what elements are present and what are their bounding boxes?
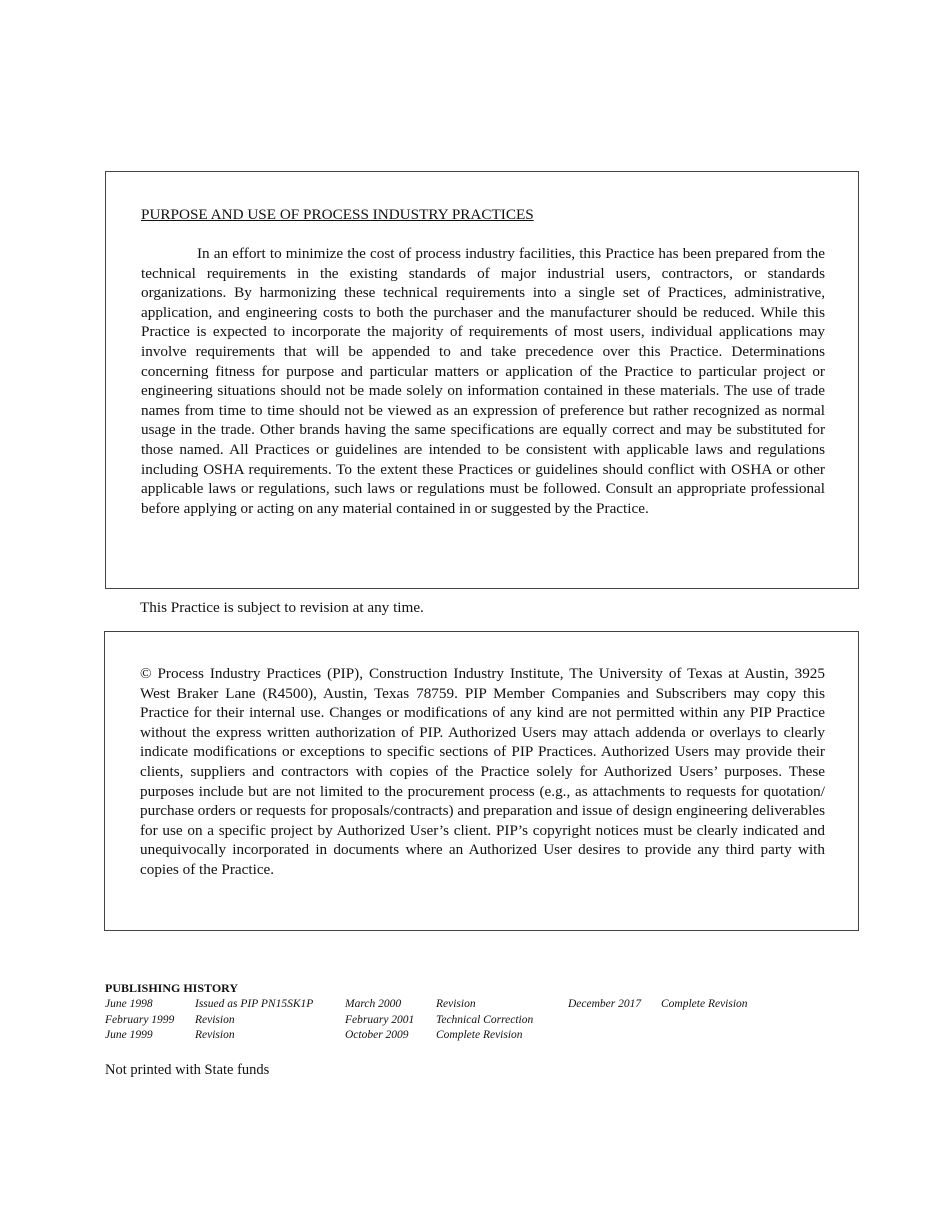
history-event: Revision [195,1013,235,1026]
history-date: December 2017 [568,998,642,1010]
copyright-paragraph: © Process Industry Practices (PIP), Construction Industry Institute, The University of Texas at Austin, 3925 West Braker Lane (R4500), Austin, Texas 78759. PIP Member Companies and Subscribers may copy this Practice for their internal use. Changes or modifications of any kind are not permitted within any PIP Practice without the express written authorization of PIP. Authorized Users may attach addenda or overlays to clearly indicate modifications or exceptions to specific sections of PIP Practices. Authorized Users may provide their clients, suppliers and contractors with copies of the Practice solely for Authorized Users’ purposes. These purposes include but are not limited to the procurement process (e.g., as attachments to requests for quotation/ purchase orders or requests for proposals/contracts) and preparation and issue of design engineering deliverables for use on a specific project by Authorized User’s client. PIP’s copyright notices must be clearly indicated and unequivocally incorporated in documents where an Authorized User desires to provide any third party with copies of the Practice. [140,665,825,878]
history-row [105,998,805,1014]
history-event: Revision [436,998,476,1010]
revision-note: This Practice is subject to revision at any time. [140,599,424,616]
footer-note: Not printed with State funds [105,1062,270,1078]
history-event: Complete Revision [661,998,748,1010]
publishing-history-table [105,998,805,1045]
purpose-box [105,171,859,589]
purpose-heading: PURPOSE AND USE OF PROCESS INDUSTRY PRACTICES [141,206,534,223]
history-event: Issued as PIP PN15SK1P [195,998,314,1010]
publishing-history-title: PUBLISHING HISTORY [105,981,239,995]
history-date: October 2009 [345,1029,409,1042]
history-event: Complete Revision [436,1029,523,1042]
publishing-history [105,981,805,1045]
history-row [105,1014,805,1030]
history-date: February 2001 [345,1013,415,1026]
history-date: June 1999 [105,1029,153,1042]
copyright-content [140,664,825,880]
copyright-box [104,631,859,931]
history-date: February 1999 [105,1013,175,1026]
history-row [105,1029,805,1045]
purpose-paragraph: In an effort to minimize the cost of process industry facilities, this Practice has been prepared from the technical requirements in the existing standards of major industrial users, contractors, or standards organizations. By harmonizing these technical requirements into a single set of Practices, administrative, application, and engineering costs to both the purchaser and the manufacturer should be reduced. While this Practice is expected to incorporate the majority of requirements of most users, individual applications may involve requirements that will be appended to and take precedence over this Practice. Determinations concerning fitness for purpose and particular matters or application of the Practice to particular project or engineering situations should not be made solely on information contained in these materials. The use of trade names from time to time should not be viewed as an expression of preference but rather recognized as normal usage in the trade. Other brands having the same specifications are equally correct and may be substituted for those named. All Practices or guidelines are intended to be consistent with applicable laws and regulations including OSHA requirements. To the extent these Practices or guidelines should conflict with OSHA or other applicable laws or regulations, such laws or regulations must be followed. Consult an appropriate professional before applying or acting on any material contained in or suggested by the Practice. [141,245,825,517]
history-date: June 1998 [105,998,153,1010]
history-event: Revision [195,1029,235,1042]
history-date: March 2000 [345,998,402,1010]
purpose-content [141,206,825,518]
history-event: Technical Correction [436,1013,534,1026]
